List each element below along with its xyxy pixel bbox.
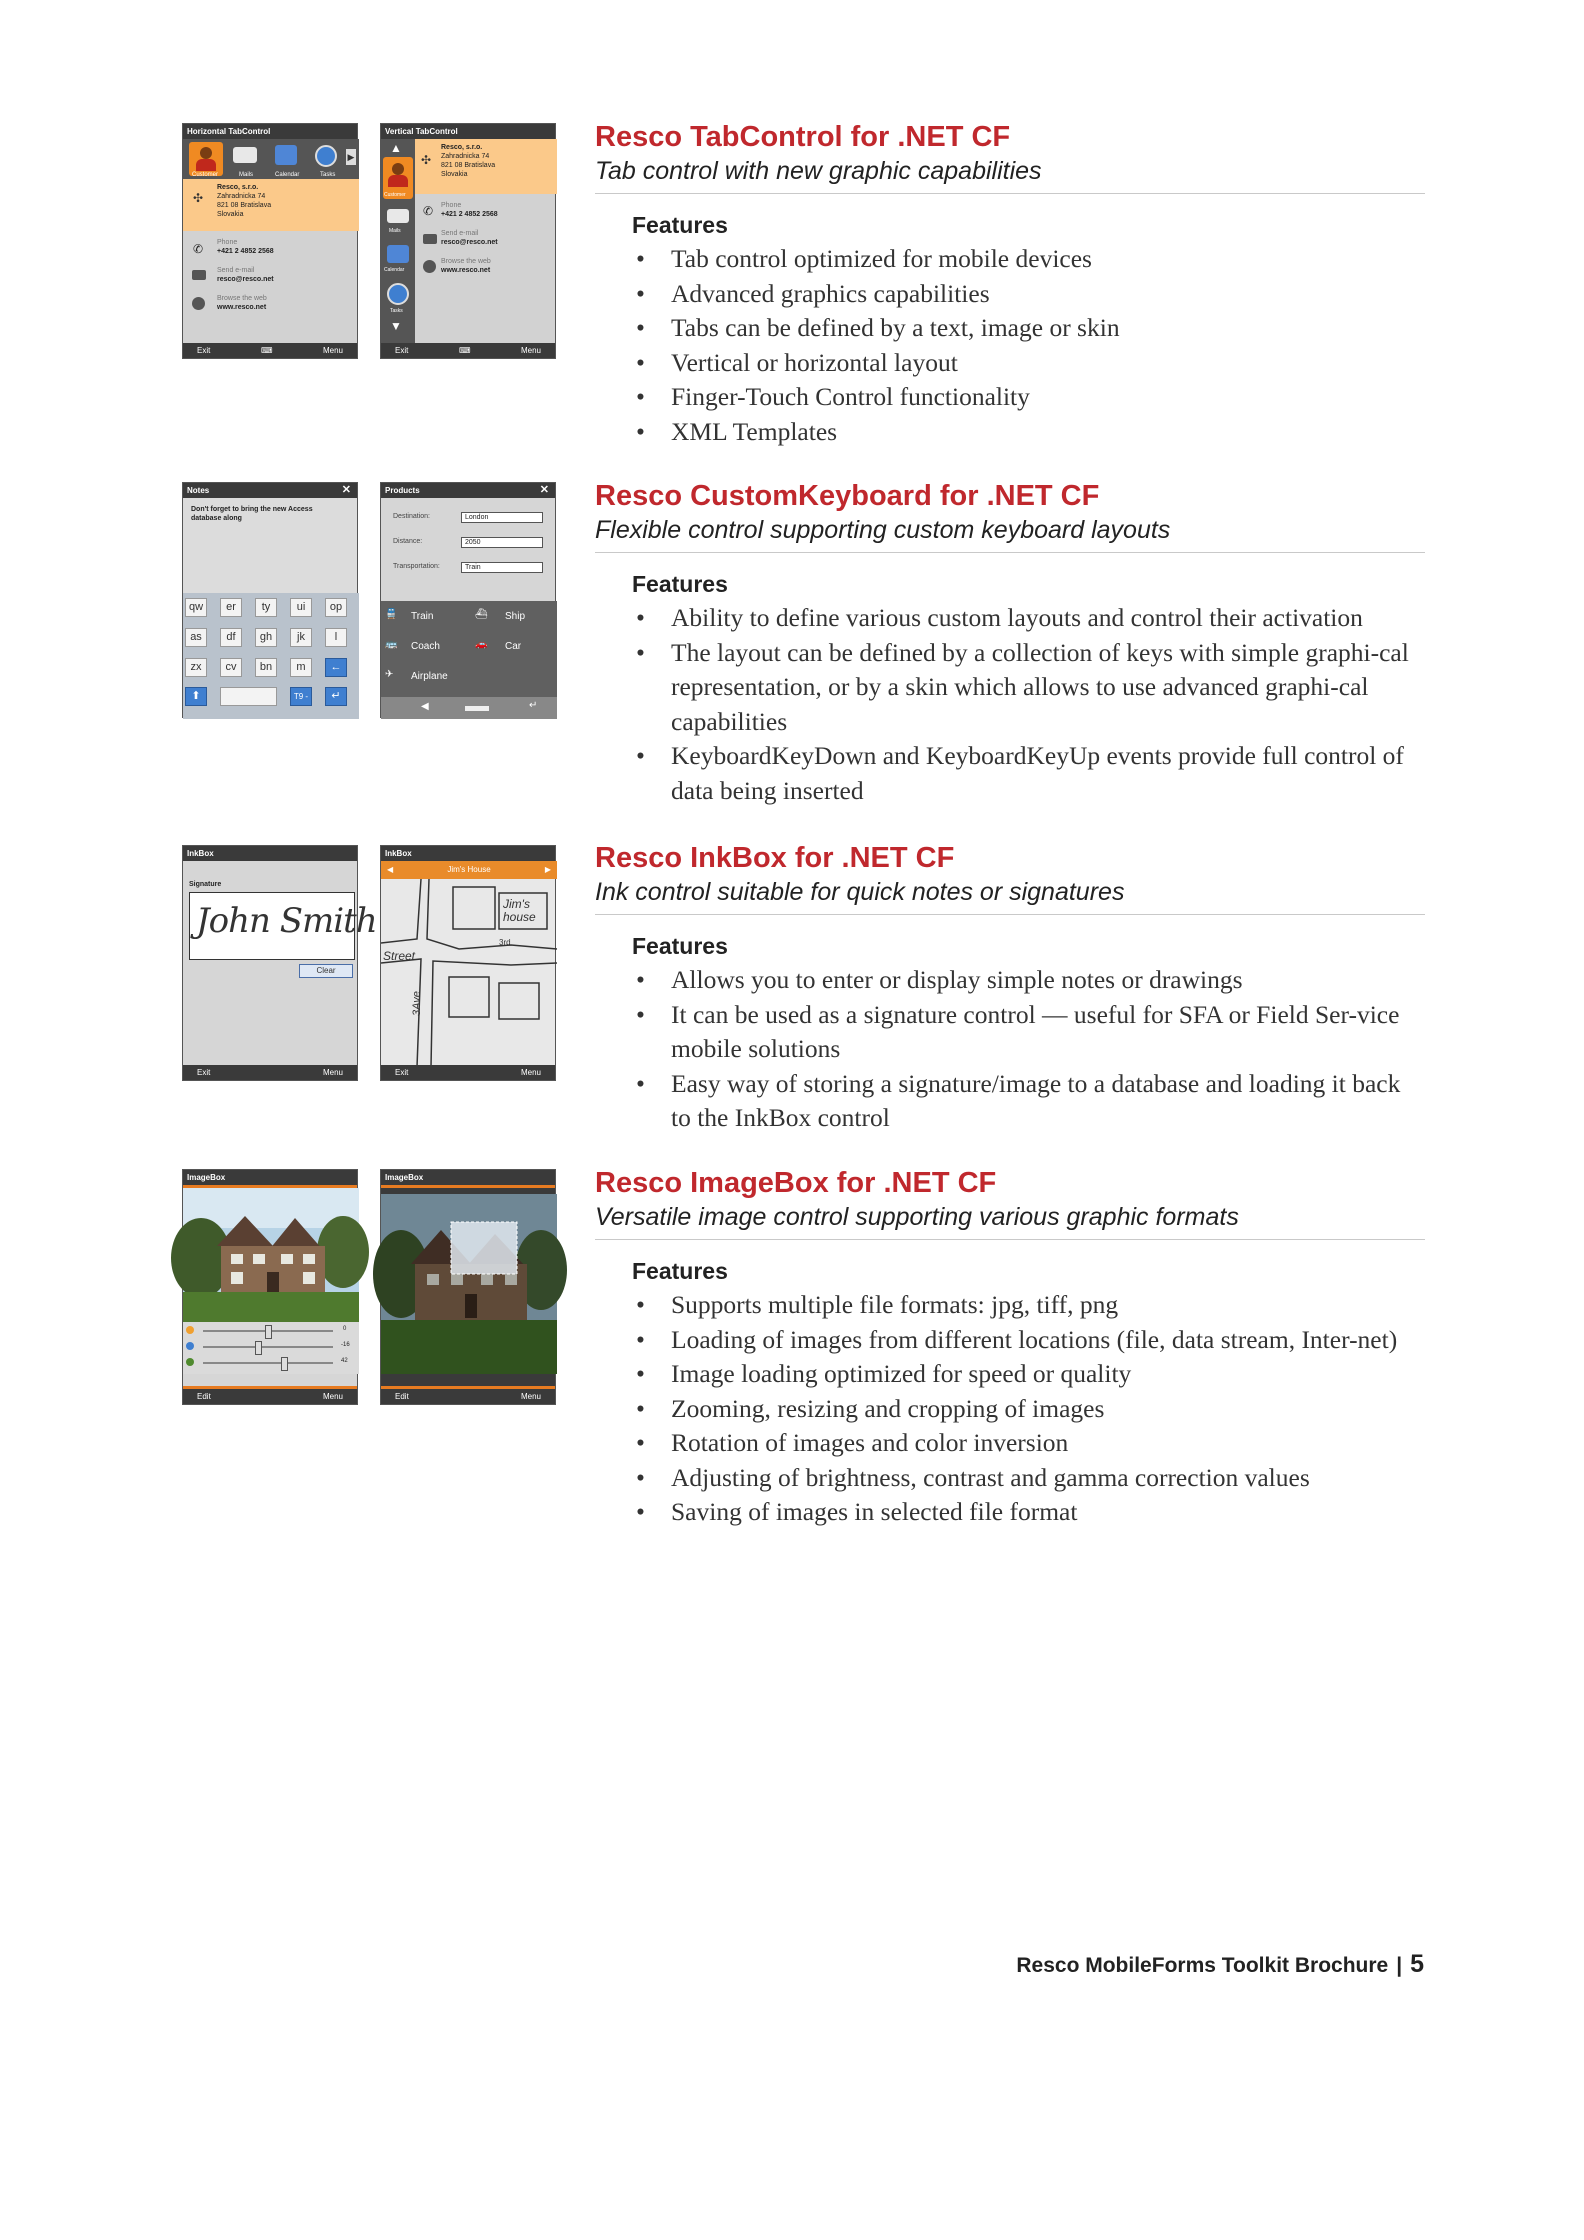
exit-softkey[interactable]: Exit — [395, 1068, 409, 1077]
section-title: Resco InkBox for .NET CF — [595, 842, 955, 874]
feature-list — [632, 601, 1425, 808]
tab-label-tasks: Tasks — [390, 308, 403, 314]
inkbox-signature-screenshot — [182, 845, 377, 1081]
exit-softkey[interactable]: Exit — [197, 1068, 211, 1077]
transportation-field[interactable]: Train — [461, 562, 543, 573]
ship-icon: ⛴ — [475, 609, 488, 620]
custom-keyboard — [183, 593, 359, 719]
feature-item: • Zooming, resizing and cropping of images — [632, 1392, 1425, 1427]
email-label: Send e-mail — [217, 267, 255, 274]
address-line: 821 08 Bratislava — [441, 162, 496, 169]
keyboard-key[interactable]: qw — [185, 598, 207, 617]
products-form-screenshot — [380, 482, 556, 718]
section-title: Resco CustomKeyboard for .NET CF — [595, 480, 1100, 512]
imagebox-adjust-screenshot — [182, 1169, 358, 1405]
brightness-value: 0 — [343, 1326, 347, 1332]
keyboard-key[interactable]: zx — [185, 658, 207, 677]
gamma-value: 42 — [341, 1358, 348, 1364]
customkeyboard-description — [595, 478, 1425, 808]
destination-field[interactable]: London — [461, 512, 543, 523]
feature-item: • Loading of images from different locations (file, data stream, Inter-net) — [632, 1323, 1425, 1358]
map-label: 3Ave — [411, 991, 423, 1016]
space-icon[interactable] — [465, 706, 489, 711]
globe-icon — [423, 260, 436, 273]
menu-softkey[interactable]: Menu — [322, 1392, 343, 1401]
globe-icon — [192, 297, 205, 310]
feature-list — [632, 1288, 1425, 1530]
address-line: Slovakia — [441, 171, 468, 178]
products-title: Products — [385, 486, 420, 495]
email-icon — [423, 234, 437, 244]
feature-item: • It can be used as a signature control — useful for SFA or Field Ser-vice mobile solutions — [632, 998, 1425, 1067]
web-label: Browse the web — [441, 258, 491, 265]
gear-icon: ✣ — [421, 153, 432, 167]
feature-item: • Allows you to enter or display simple notes or drawings — [632, 963, 1425, 998]
phone-label: Phone — [217, 239, 238, 246]
cropped-house-photo[interactable] — [381, 1194, 557, 1374]
transportation-label: Transportation: — [393, 563, 440, 570]
previous-icon[interactable]: ◀ — [387, 865, 394, 874]
feature-item: • Saving of images in selected file format — [632, 1495, 1425, 1530]
calendar-tab-icon — [275, 145, 297, 165]
softkey-bar — [381, 1065, 555, 1080]
imagebox-description — [595, 1165, 1425, 1530]
backspace-key-icon[interactable]: ← — [325, 658, 347, 677]
contrast-value: -16 — [341, 1342, 350, 1348]
page-footer — [1016, 1950, 1424, 1979]
keyboard-key[interactable]: l — [325, 628, 347, 647]
keyboard-key[interactable]: m — [290, 658, 312, 677]
signature-pad[interactable] — [189, 892, 377, 960]
mail-tab-icon — [233, 147, 257, 163]
feature-item: • Image loading optimized for speed or quality — [632, 1357, 1425, 1392]
exit-softkey[interactable]: Exit — [395, 346, 409, 355]
tab-label-mails: Mails — [389, 228, 401, 234]
shift-key-icon[interactable]: ⬆ — [185, 687, 207, 706]
feature-item: • Finger-Touch Control functionality — [632, 380, 1425, 415]
edit-softkey[interactable]: Edit — [197, 1392, 211, 1401]
tab-strip — [183, 139, 359, 179]
address-card — [183, 179, 359, 231]
train-icon: 🚆 — [385, 609, 398, 620]
features-heading: Features — [632, 571, 728, 597]
features-heading: Features — [632, 212, 728, 238]
menu-softkey[interactable]: Menu — [520, 1392, 541, 1401]
notes-keyboard-screenshot — [182, 482, 358, 718]
feature-item: • Rotation of images and color inversion — [632, 1426, 1425, 1461]
airplane-icon: ✈ — [385, 669, 394, 680]
feature-item: • Easy way of storing a signature/image to a database and loading it back to the InkBox control — [632, 1067, 1425, 1136]
keyboard-key[interactable]: er — [220, 598, 242, 617]
web-label: Browse the web — [217, 295, 267, 302]
car-icon: 🚗 — [475, 639, 488, 650]
section-title: Resco TabControl for .NET CF — [595, 121, 1011, 153]
menu-softkey[interactable]: Menu — [322, 346, 343, 355]
scroll-down-icon: ▼ — [390, 319, 402, 333]
feature-item: • Vertical or horizontal layout — [632, 346, 1425, 381]
web-value: www.resco.net — [217, 304, 267, 311]
keyboard-key[interactable]: cv — [220, 658, 242, 677]
web-value: www.resco.net — [441, 267, 491, 274]
email-label: Send e-mail — [441, 230, 479, 237]
transport-picker — [381, 601, 557, 719]
section-subtitle: Versatile image control supporting various graphic formats — [595, 1201, 1425, 1240]
enter-key-icon[interactable]: ↵ — [325, 687, 347, 706]
gamma-slider[interactable] — [203, 1362, 333, 1364]
picker-toolbar — [381, 697, 557, 719]
screenshot-title — [183, 483, 357, 498]
keyboard-key[interactable]: df — [220, 628, 242, 647]
screenshot-title: Horizontal TabControl — [183, 124, 357, 139]
keyboard-key[interactable]: ty — [255, 598, 277, 617]
clear-button[interactable]: Clear — [299, 964, 353, 978]
address-line: Resco, s.r.o. — [217, 184, 259, 191]
section-subtitle: Tab control with new graphic capabilities — [595, 155, 1425, 194]
option-coach[interactable]: Coach — [411, 641, 440, 652]
drawing-title: Jim's House — [447, 865, 491, 874]
screenshot-title: InkBox — [381, 846, 555, 861]
phone-icon: ✆ — [423, 204, 434, 218]
enter-icon[interactable]: ↵ — [529, 700, 538, 711]
tab-label-calendar: Calendar — [384, 267, 405, 273]
section-subtitle: Ink control suitable for quick notes or signatures — [595, 876, 1425, 915]
softkey-bar — [381, 343, 555, 358]
features-heading: Features — [632, 933, 728, 959]
drawing-header — [381, 861, 557, 879]
softkey-bar — [183, 1065, 357, 1080]
feature-list — [632, 242, 1425, 449]
menu-softkey[interactable]: Menu — [520, 346, 541, 355]
phone-icon: ✆ — [193, 242, 204, 256]
tasks-tab-icon — [315, 145, 337, 167]
screenshot-title: ImageBox — [183, 1170, 357, 1185]
distance-field[interactable]: 2050 — [461, 537, 543, 548]
address-line: Resco, s.r.o. — [441, 144, 483, 151]
screenshot-title: InkBox — [183, 846, 357, 861]
option-ship[interactable]: Ship — [505, 611, 526, 622]
destination-label: Destination: — [393, 513, 430, 520]
space-key[interactable] — [220, 687, 277, 706]
close-icon[interactable]: ✕ — [539, 484, 549, 496]
softkey-bar — [183, 1389, 357, 1404]
feature-item: • Tabs can be defined by a text, image or skin — [632, 311, 1425, 346]
option-train[interactable]: Train — [411, 611, 434, 622]
scroll-up-icon: ▲ — [390, 141, 402, 155]
brochure-name: Resco MobileForms Toolkit Brochure — [1016, 1954, 1389, 1977]
screenshot-title: Vertical TabControl — [381, 124, 555, 139]
address-card — [415, 139, 557, 194]
brightness-icon — [186, 1326, 194, 1334]
map-label: 3rd — [499, 938, 511, 947]
feature-item: • XML Templates — [632, 415, 1425, 450]
section-title: Resco ImageBox for .NET CF — [595, 1167, 997, 1199]
map-label: Jim's house — [503, 897, 536, 924]
tasks-tab-icon — [387, 283, 409, 305]
next-icon[interactable]: ▶ — [544, 865, 551, 874]
backspace-icon[interactable]: ◀ — [421, 701, 429, 712]
calendar-tab-icon — [387, 245, 409, 263]
vertical-tabcontrol-screenshot — [380, 123, 556, 359]
phone-value: +421 2 4852 2568 — [441, 211, 498, 218]
address-line: Zahradnicka 74 — [217, 193, 266, 200]
tab-label-customer: Customer — [192, 172, 219, 178]
email-value: resco@resco.net — [217, 276, 274, 283]
softkey-bar — [183, 343, 357, 358]
feature-item: • Ability to define various custom layouts and control their activation — [632, 601, 1425, 636]
keyboard-key[interactable]: op — [325, 598, 347, 617]
keyboard-key[interactable]: gh — [255, 628, 277, 647]
signature-label: Signature — [189, 881, 222, 888]
phone-value: +421 2 4852 2568 — [217, 248, 274, 255]
keyboard-key[interactable]: ui — [290, 598, 312, 617]
feature-item: • Adjusting of brightness, contrast and gamma correction values — [632, 1461, 1425, 1496]
edit-softkey[interactable]: Edit — [395, 1392, 409, 1401]
house-photo[interactable] — [183, 1188, 359, 1322]
t9-key[interactable]: T9 - — [290, 687, 312, 706]
keyboard-key[interactable]: as — [185, 628, 207, 647]
imagebox-crop-screenshot — [380, 1169, 556, 1405]
address-line: 821 08 Bratislava — [217, 202, 272, 209]
phone-label: Phone — [441, 202, 462, 209]
keyboard-key[interactable]: jk — [290, 628, 312, 647]
note-text[interactable]: Don't forget to bring the new Access database along — [191, 506, 313, 522]
softkey-bar — [381, 1389, 555, 1404]
keyboard-icon[interactable]: ⌨ — [459, 346, 471, 355]
adjustment-panel — [183, 1322, 359, 1374]
tabcontrol-description — [595, 119, 1425, 449]
tab-label-customer: Customer — [384, 192, 406, 198]
contrast-slider[interactable] — [203, 1346, 333, 1348]
distance-label: Distance: — [393, 538, 423, 545]
signature-ink: John Smith — [196, 901, 377, 941]
feature-item: • The layout can be defined by a collection of keys with simple graphi-cal representation, or by a skin which allows to use advanced graphi-cal capabilities — [632, 636, 1425, 740]
brightness-slider[interactable] — [203, 1330, 333, 1332]
section-subtitle: Flexible control supporting custom keyboard layouts — [595, 514, 1425, 553]
title-accent — [381, 1185, 555, 1188]
tab-label-tasks: Tasks — [320, 172, 336, 178]
address-line: Slovakia — [217, 211, 244, 218]
features-heading: Features — [632, 1258, 728, 1284]
tab-label-mails: Mails — [239, 172, 254, 178]
tab-label-calendar: Calendar — [275, 172, 300, 178]
vertical-tab-strip — [381, 139, 415, 345]
gamma-icon — [186, 1358, 194, 1366]
inkbox-description — [595, 840, 1425, 1136]
notes-title: Notes — [187, 486, 210, 495]
horizontal-tabcontrol-screenshot — [182, 123, 358, 359]
map-label: Street — [383, 949, 416, 963]
menu-softkey[interactable]: Menu — [322, 1068, 343, 1077]
contrast-icon — [186, 1342, 194, 1350]
keyboard-key[interactable]: bn — [255, 658, 277, 677]
email-value: resco@resco.net — [441, 239, 498, 246]
feature-list — [632, 963, 1425, 1136]
option-airplane[interactable]: Airplane — [411, 671, 448, 682]
feature-item: • Tab control optimized for mobile devices — [632, 242, 1425, 277]
mail-tab-icon — [387, 209, 409, 223]
page-number: 5 — [1410, 1950, 1424, 1978]
address-line: Zahradnicka 74 — [441, 153, 490, 160]
gear-icon: ✣ — [193, 191, 204, 205]
footer-separator: | — [1396, 1954, 1403, 1977]
feature-item: • KeyboardKeyDown and KeyboardKeyUp events provide full control of data being inserted — [632, 739, 1425, 808]
inkbox-map-screenshot — [380, 845, 556, 1081]
email-icon — [192, 270, 206, 280]
keyboard-icon[interactable]: ⌨ — [261, 346, 273, 355]
coach-icon: 🚌 — [385, 639, 398, 650]
exit-softkey[interactable]: Exit — [197, 346, 211, 355]
option-car[interactable]: Car — [505, 641, 522, 652]
scroll-right-icon: ▶ — [346, 149, 356, 165]
feature-item: • Advanced graphics capabilities — [632, 277, 1425, 312]
screenshot-title: ImageBox — [381, 1170, 555, 1185]
feature-item: • Supports multiple file formats: jpg, tiff, png — [632, 1288, 1425, 1323]
close-icon[interactable]: ✕ — [341, 484, 351, 496]
menu-softkey[interactable]: Menu — [520, 1068, 541, 1077]
screenshot-title — [381, 483, 555, 498]
